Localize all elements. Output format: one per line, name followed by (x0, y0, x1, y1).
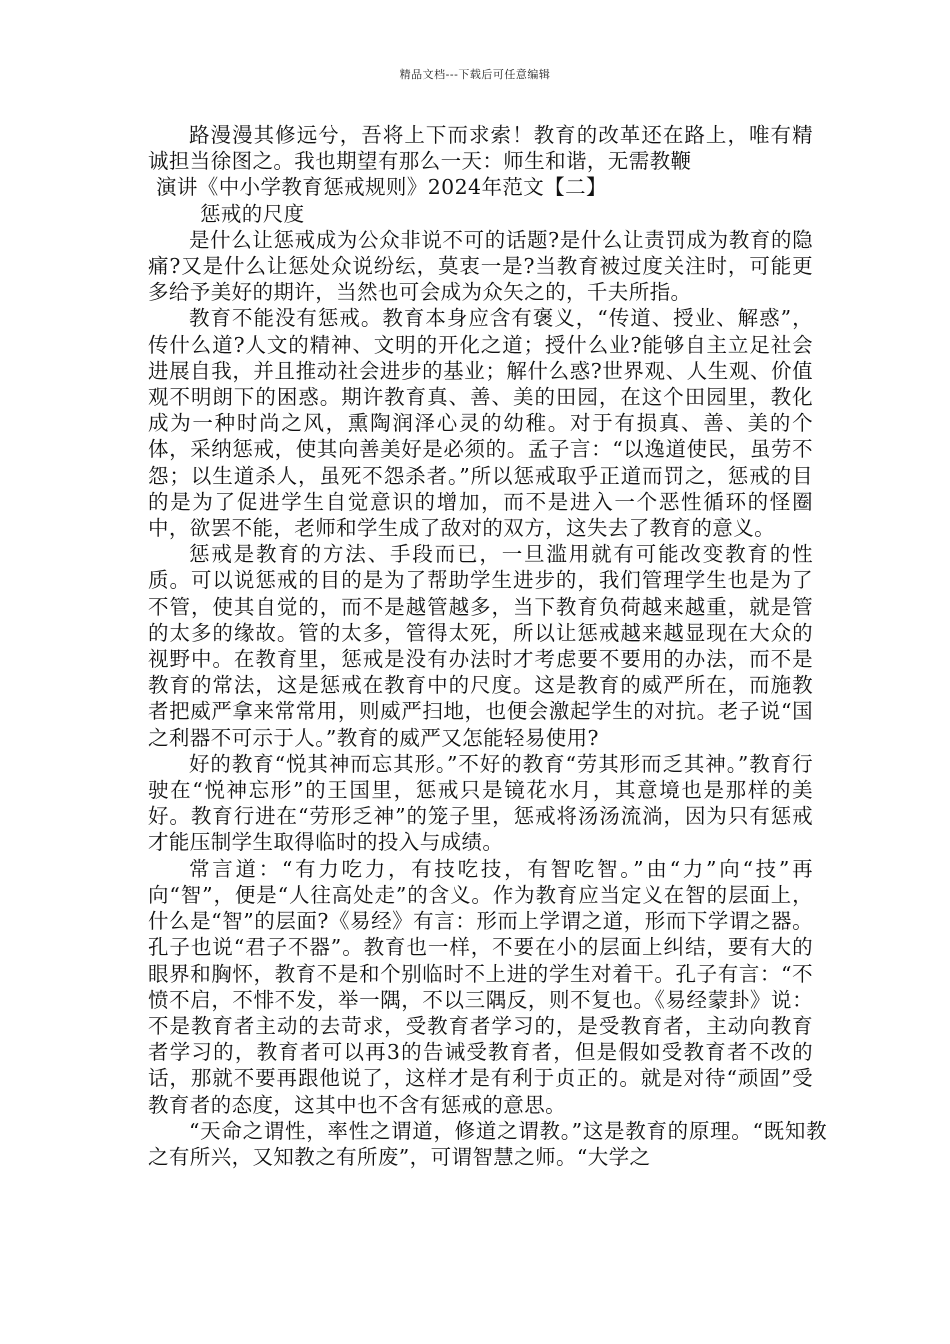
document-body (148, 122, 827, 1170)
section-subtitle: 惩戒的尺度 (200, 201, 305, 226)
body-paragraph: 常言道：“有力吃力，有技吃技，有智吃智。”由“力”向“技”再向“智”，便是“人往高处走”的含义。作为教育应当定义在智的层面上，什么是“智”的层面?《易经》有言：形而上学谓之道，形而下学谓之器。孔子也说“君子不器”。教育也一样，不要在小的层面上纠结，要有大的眼界和胸怀，教育不是和个别临时不上进的学生对着干。孔子有言：“不愤不启，不悱不发，举一隅，不以三隅反，则不复也。《易经蒙卦》说：不是教育者主动的去苛求，受教育者学习的，是受教育者，主动向教育者学习的，教育者可以再3的告诫受教育者，但是假如受教育者不改的话，那就不要再跟他说了，这样才是有利于贞正的。就是对待“顽固”受教育者的态度，这其中也不含有惩戒的意思。 (148, 856, 813, 1117)
body-paragraph: 教育不能没有惩戒。教育本身应含有褒义，“传道、授业、解惑”，传什么道?人文的精神、文明的开化之道；授什么业?能够自主立足社会进展自我，并且推动社会进步的基业；解什么惑?世界观、人生观、价值观不明朗下的困惑。期许教育真、善、美的田园，在这个田园里，教化成为一种时尚之风，熏陶润泽心灵的幼稚。对于有损真、善、美的个体，采纳惩戒，使其向善美好是必须的。孟子言：“以逸道使民，虽劳不怨；以生道杀人，虽死不怨杀者。”所以惩戒取乎正道而罚之，惩戒的目的是为了促进学生自觉意识的增加，而不是进入一个恶性循环的怪圈中，欲罢不能，老师和学生成了敌对的双方，这失去了教育的意义。 (148, 306, 813, 541)
page-header: 精品文档---下载后可任意编辑 (399, 68, 551, 81)
section-title: 演讲《中小学教育惩戒规则》2024年范文【二】 (156, 175, 607, 200)
body-paragraph: “天命之谓性，率性之谓道，修道之谓教。”这是教育的原理。“既知教之有所兴，又知教之有所废”，可谓智慧之师。“大学之 (148, 1118, 827, 1169)
body-paragraph: 好的教育“悦其神而忘其形。”不好的教育“劳其形而乏其神。”教育行驶在“悦神忘形”的王国里，惩戒只是镜花水月，其意境也是那样的美好。教育行进在“劳形乏神”的笼子里，惩戒将汤汤流淌，因为只有惩戒才能压制学生取得临时的投入与成绩。 (148, 751, 813, 855)
intro-paragraph: 路漫漫其修远兮，吾将上下而求索！教育的改革还在路上，唯有精诚担当徐图之。我也期望有那么一天：师生和谐，无需教鞭 (148, 123, 813, 174)
body-paragraph: 是什么让惩戒成为公众非说不可的话题?是什么让责罚成为教育的隐痛?又是什么让惩处众说纷纭，莫衷一是?当教育被过度关注时，可能更多给予美好的期许，当然也可会成为众矢之的，千夫所指。 (148, 227, 813, 305)
body-paragraph: 惩戒是教育的方法、手段而已，一旦滥用就有可能改变教育的性质。可以说惩戒的目的是为了帮助学生进步的，我们管理学生也是为了不管，使其自觉的，而不是越管越多，当下教育负荷越来越重，就是管的太多的缘故。管的太多，管得太死，所以让惩戒越来越显现在大众的视野中。在教育里，惩戒是没有办法时才考虑要不要用的办法，而不是教育的常法，这是惩戒在教育中的尺度。这是教育的威严所在，而施教者把威严拿来常常用，则威严扫地，也便会激起学生的对抗。老子说“国之利器不可示于人。”教育的威严又怎能轻易使用? (148, 542, 813, 750)
